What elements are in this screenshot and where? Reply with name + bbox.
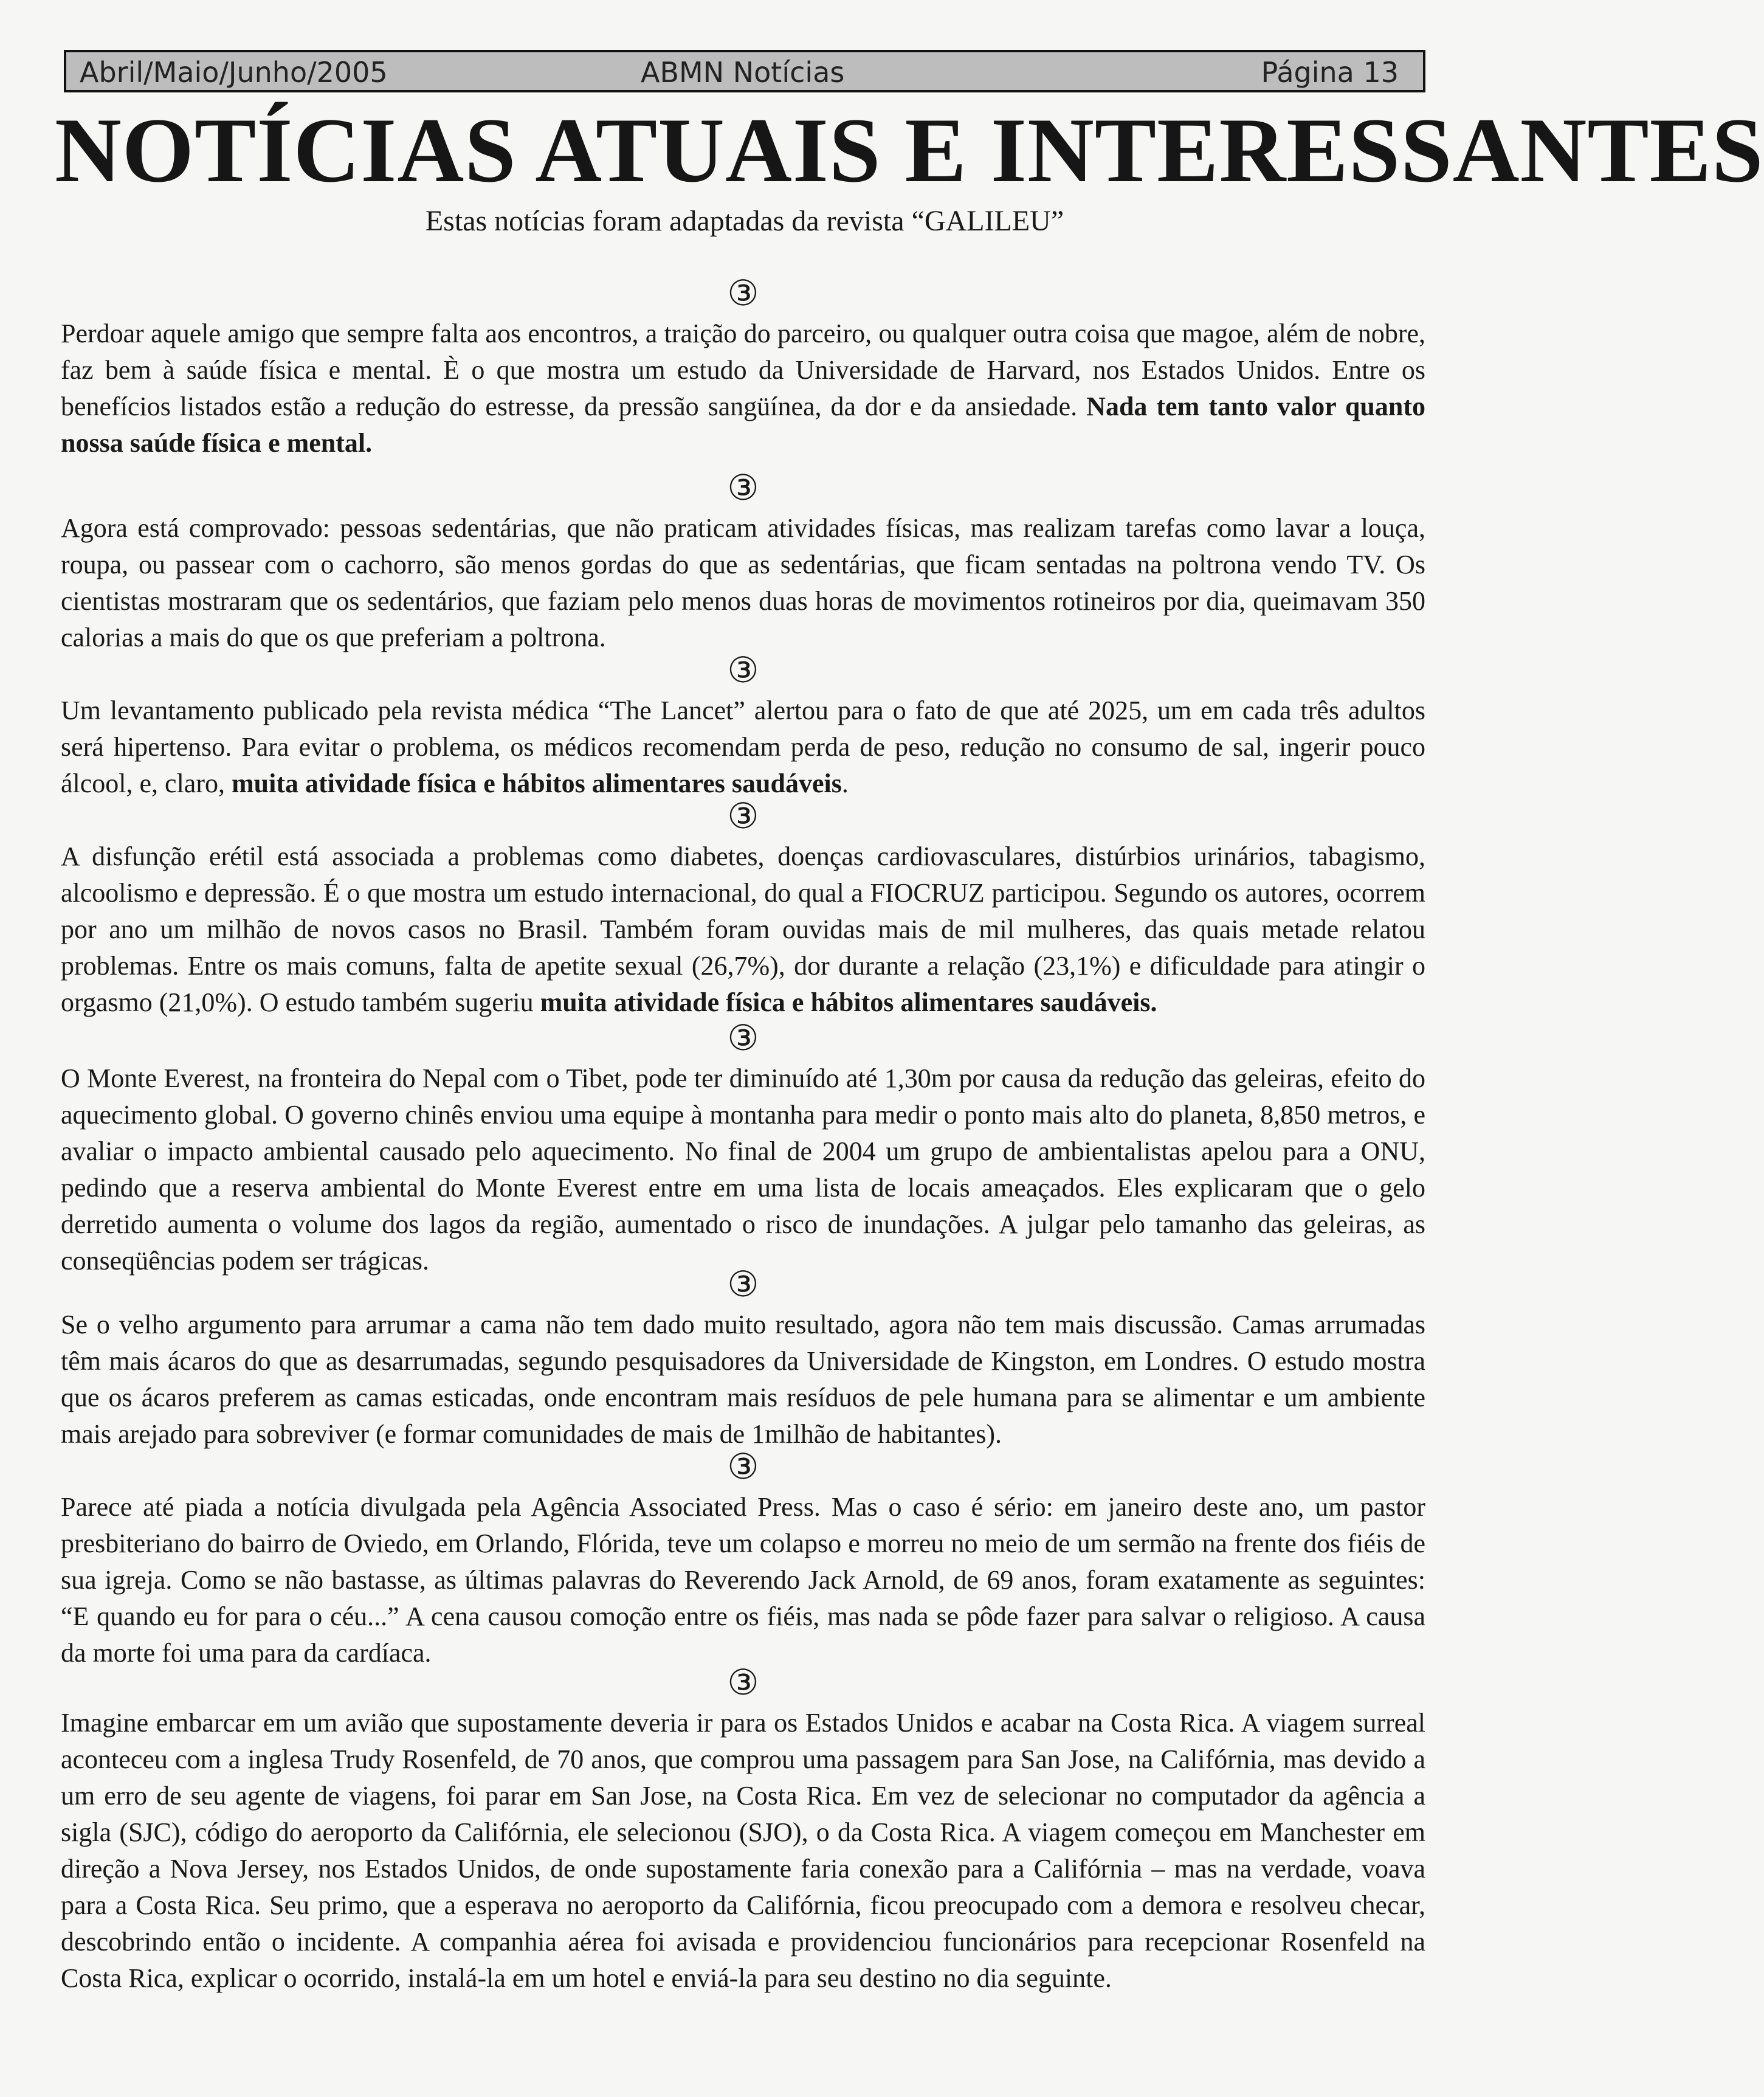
article-erectile-dysfunction: [61, 793, 1425, 1021]
article-pastor: [61, 1444, 1425, 1671]
circled-three-divider-icon: ③: [727, 795, 759, 837]
circled-three-divider-icon: ③: [727, 467, 759, 508]
article-body: Se o velho argumento para arrumar a cama não tem dado muito resultado, agora não tem mais discussão. Camas arrumadas têm mais ácaros do que as desarrumadas, segundo pesquisadores da Universidade de Kingston, em Londres. O estudo mostra que os ácaros preferem as camas esticadas, onde encontram mais resíduos de pele humana para se alimentar e um ambiente mais arejado para sobreviver (e formar comunidades de mais de 1milhão de habitantes).: [61, 1310, 1425, 1449]
circled-three-divider-icon: ③: [727, 1263, 759, 1305]
header-page-number: Página 13: [1261, 56, 1399, 89]
article-forgiveness: [61, 271, 1425, 461]
article-emphasis: Nada tem tanto valor quanto nossa saúde física e mental.: [61, 392, 1425, 458]
page-title: NOTÍCIAS ATUAIS E INTERESSANTES: [55, 99, 1764, 201]
article-body: A disfunção erétil está associada a problemas como diabetes, doenças cardiovasculares, distúrbios urinários, tabagismo, alcoolismo e depressão. É o que mostra um estudo internacional, do qual a FIOCRUZ participou. Segundo os autores, ocorrem por ano um milhão de novos casos no Brasil. Também foram ouvidas mais de mil mulheres, das quais metade relatou problemas. Entre os mais comuns, falta de apetite sexual (26,7%), dor durante a relação (23,1%) e dificuldade para atingir o orgasmo (21,0%). O estudo também sugeriu muita atividade física e hábitos alimentares saudáveis.: [61, 841, 1425, 1017]
circled-three-divider-icon: ③: [727, 1017, 759, 1059]
article-sedentary: [61, 465, 1425, 656]
article-emphasis: muita atividade física e hábitos alimentares saudáveis: [231, 769, 842, 798]
circled-three-divider-icon: ③: [727, 1662, 759, 1703]
article-body: O Monte Everest, na fronteira do Nepal com o Tibet, pode ter diminuído até 1,30m por causa da redução das geleiras, efeito do aquecimento global. O governo chinês enviou uma equipe à montanha para medir o ponto mais alto do planeta, 8,850 metros, e avaliar o impacto ambiental causado pelo aquecimento. No final de 2004 um grupo de ambientalistas apelou para a ONU, pedindo que a reserva ambiental do Monte Everest entre em uma lista de locais ameaçados. Eles explicaram que o gelo derretido aumenta o volume dos lagos da região, aumentado o risco de inundações. A julgar pelo tamanho das geleiras, as conseqüências podem ser trágicas.: [61, 1063, 1425, 1276]
article-hypertension: [61, 648, 1425, 802]
article-emphasis: muita atividade física e hábitos alimentares saudáveis.: [540, 987, 1157, 1017]
article-body: Agora está comprovado: pessoas sedentárias, que não praticam atividades físicas, mas realizam tarefas como lavar a louça, roupa, ou passear com o cachorro, são menos gordas do que as sedentárias, que ficam sentadas na poltrona vendo TV. Os cientistas mostraram que os sedentários, que faziam pelo menos duas horas de movimentos rotineiros por dia, queimavam 350 calorias a mais do que os que preferiam a poltrona.: [61, 513, 1425, 652]
article-body: Imagine embarcar em um avião que supostamente deveria ir para os Estados Unidos e acabar na Costa Rica. A viagem surreal aconteceu com a inglesa Trudy Rosenfeld, de 70 anos, que comprou uma passagem para San Jose, na Califórnia, mas devido a um erro de seu agente de viagens, foi parar em San Jose, na Costa Rica. Em vez de selecionar no computador da agência a sigla (SJC), código do aeroporto da Califórnia, ele selecionou (SJO), o da Costa Rica. A viagem começou em Manchester em direção a Nova Jersey, nos Estados Unidos, de onde supostamente faria conexão para a Califórnia – mas na verdade, voava para a Costa Rica. Seu primo, que a esperava no aeroporto da Califórnia, ficou preocupado com a demora e resolveu checar, descobrindo então o incidente. A companhia aérea foi avisada e providenciou funcionários para recepcionar Rosenfeld na Costa Rica, explicar o ocorrido, instalá-la em um hotel e enviá-la para seu destino no dia seguinte.: [61, 1708, 1425, 1993]
article-wrong-flight: [61, 1660, 1425, 1997]
circled-three-divider-icon: ③: [727, 272, 759, 314]
page-subtitle: Estas notícias foram adaptadas da revista “GALILEU”: [425, 205, 1064, 237]
article-body: Um levantamento publicado pela revista médica “The Lancet” alertou para o fato de que até 2025, um em cada três adultos será hipertenso. Para evitar o problema, os médicos recomendam perda de peso, redução no consumo de sal, ingerir pouco álcool, e, claro, muita atividade física e hábitos alimentares saudáveis.: [61, 696, 1425, 798]
article-body: Perdoar aquele amigo que sempre falta aos encontros, a traição do parceiro, ou qualquer outra coisa que magoe, além de nobre, faz bem à saúde física e mental. È o que mostra um estudo da Universidade de Harvard, nos Estados Unidos. Entre os benefícios listados estão a redução do estresse, da pressão sangüínea, da dor e da ansiedade. Nada tem tanto valor quanto nossa saúde física e mental.: [61, 319, 1425, 458]
circled-three-divider-icon: ③: [727, 1446, 759, 1487]
article-body: Parece até piada a notícia divulgada pela Agência Associated Press. Mas o caso é sério: em janeiro deste ano, um pastor presbiteriano do bairro de Oviedo, em Orlando, Flórida, teve um colapso e morreu no meio de um sermão na frente dos fiéis de sua igreja. Como se não bastasse, as últimas palavras do Reverendo Jack Arnold, de 69 anos, foram exatamente as seguintes: “E quando eu for para o céu...” A cena causou comoção entre os fiéis, mas nada se pôde fazer para salvar o religioso. A causa da morte foi uma para da cardíaca.: [61, 1492, 1425, 1668]
page-header-bar: [64, 50, 1425, 92]
article-mites: [61, 1262, 1425, 1453]
header-date: Abril/Maio/Junho/2005: [80, 56, 388, 89]
article-everest: [61, 1015, 1425, 1279]
header-publication: ABMN Notícias: [641, 56, 845, 89]
circled-three-divider-icon: ③: [727, 649, 759, 691]
